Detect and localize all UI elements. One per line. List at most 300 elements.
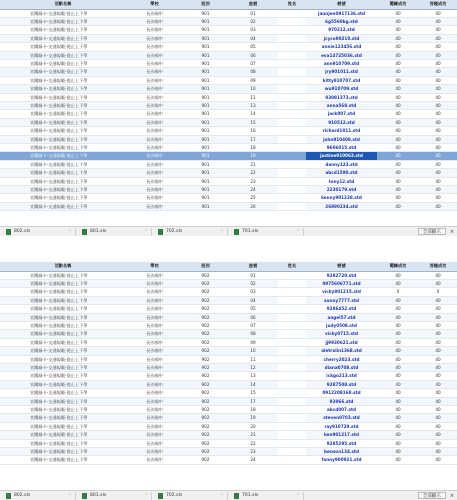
cell-col-seat[interactable]: 07 [228, 59, 278, 67]
table-row[interactable] [0, 389, 457, 397]
table-row[interactable] [0, 194, 457, 202]
cell-col-pass[interactable]: 40 [377, 305, 419, 313]
header-col-name[interactable]: 姓名 [278, 0, 306, 9]
cell-col-account[interactable]: jry901011.std [306, 68, 377, 76]
cell-col-account[interactable]: richard1011.std [306, 127, 377, 135]
cell-col-seat[interactable]: 20 [228, 422, 278, 430]
cell-col-name[interactable] [278, 313, 306, 321]
cell-col-school[interactable]: 長沙國中 [126, 101, 183, 109]
table-row[interactable] [0, 456, 457, 464]
cell-col-activity[interactable]: 宣闖綠卡-交通規範-從止上下學 [0, 288, 126, 296]
cell-col-class[interactable]: 902 [183, 355, 228, 363]
cell-col-seat[interactable]: 05 [228, 43, 278, 51]
table-row[interactable] [0, 271, 457, 279]
cell-col-name[interactable] [278, 51, 306, 59]
cell-col-school[interactable]: 長沙國中 [126, 338, 183, 346]
cell-col-account[interactable]: danny123.std [306, 160, 377, 168]
show-all-button[interactable]: 全部顯示 [418, 228, 446, 235]
table-row[interactable] [0, 34, 457, 42]
table-row[interactable] [0, 279, 457, 287]
cell-col-seat[interactable]: 18 [228, 144, 278, 152]
download-item[interactable] [78, 228, 152, 236]
cell-col-account[interactable]: 9606015.std [306, 144, 377, 152]
cell-col-school[interactable]: 長沙國中 [126, 431, 183, 439]
cell-col-name[interactable] [278, 338, 306, 346]
chevron-up-icon[interactable]: ˄ [297, 493, 299, 498]
cell-col-answer[interactable]: 40 [419, 152, 457, 160]
cell-col-seat[interactable]: 09 [228, 76, 278, 84]
table-row[interactable] [0, 76, 457, 84]
chevron-up-icon[interactable]: ˄ [69, 493, 71, 498]
cell-col-seat[interactable]: 06 [228, 313, 278, 321]
cell-col-activity[interactable]: 宣闖綠卡-交通規範-從止上下學 [0, 355, 126, 363]
cell-col-pass[interactable]: 40 [377, 160, 419, 168]
table-row[interactable] [0, 186, 457, 194]
cell-col-name[interactable] [278, 389, 306, 397]
chevron-up-icon[interactable]: ˄ [221, 229, 223, 234]
table-row[interactable] [0, 144, 457, 152]
cell-col-pass[interactable]: 40 [377, 34, 419, 42]
cell-col-name[interactable] [278, 127, 306, 135]
table-row[interactable] [0, 169, 457, 177]
cell-col-name[interactable] [278, 202, 306, 210]
table-row[interactable] [0, 380, 457, 388]
cell-col-answer[interactable]: 40 [419, 43, 457, 51]
cell-col-account[interactable]: 9285295.std [306, 439, 377, 447]
cell-col-name[interactable] [278, 439, 306, 447]
cell-col-class[interactable]: 901 [183, 152, 228, 160]
cell-col-activity[interactable]: 宣闖綠卡-交通規範-從止上下學 [0, 101, 126, 109]
cell-col-name[interactable] [278, 397, 306, 405]
cell-col-class[interactable]: 902 [183, 305, 228, 313]
cell-col-activity[interactable]: 宣闖綠卡-交通規範-從止上下學 [0, 279, 126, 287]
cell-col-name[interactable] [278, 431, 306, 439]
chevron-up-icon[interactable]: ˄ [69, 229, 71, 234]
cell-col-pass[interactable]: 40 [377, 9, 419, 17]
header-col-activity[interactable]: 活動名稱 [0, 0, 126, 9]
cell-col-seat[interactable]: 12 [228, 363, 278, 371]
cell-col-seat[interactable]: 13 [228, 372, 278, 380]
cell-col-class[interactable]: 901 [183, 68, 228, 76]
close-icon[interactable]: × [449, 228, 454, 235]
cell-col-school[interactable]: 長沙國中 [126, 118, 183, 126]
cell-col-activity[interactable]: 宣闖綠卡-交通規範-從止上下學 [0, 135, 126, 143]
cell-col-class[interactable]: 901 [183, 144, 228, 152]
cell-col-school[interactable]: 長沙國中 [126, 177, 183, 185]
header-col-account[interactable]: 帳號 [306, 262, 377, 271]
cell-col-activity[interactable]: 宣闖綠卡-交通規範-從止上下學 [0, 152, 126, 160]
cell-col-name[interactable] [278, 26, 306, 34]
close-icon[interactable]: × [449, 492, 454, 499]
cell-col-activity[interactable]: 宣闖綠卡-交通規範-從止上下學 [0, 330, 126, 338]
cell-col-answer[interactable]: 40 [419, 321, 457, 329]
header-col-account[interactable]: 帳號 [306, 0, 377, 9]
cell-col-answer[interactable]: 40 [419, 34, 457, 42]
cell-col-answer[interactable]: 40 [419, 296, 457, 304]
cell-col-pass[interactable]: 40 [377, 363, 419, 371]
cell-col-answer[interactable]: 40 [419, 59, 457, 67]
cell-col-activity[interactable]: 宣闖綠卡-交通規範-從止上下學 [0, 127, 126, 135]
cell-col-answer[interactable]: 40 [419, 160, 457, 168]
header-col-pass[interactable]: 闖關成功 [377, 262, 419, 271]
chevron-up-icon[interactable]: ˄ [145, 493, 147, 498]
cell-col-activity[interactable]: 宣闖綠卡-交通規範-從止上下學 [0, 202, 126, 210]
cell-col-answer[interactable]: 40 [419, 186, 457, 194]
cell-col-pass[interactable]: 40 [377, 144, 419, 152]
cell-col-activity[interactable]: 宣闖綠卡-交通規範-從止上下學 [0, 448, 126, 456]
cell-col-activity[interactable]: 宣闖綠卡-交通規範-從止上下學 [0, 431, 126, 439]
cell-col-answer[interactable]: 40 [419, 144, 457, 152]
cell-col-activity[interactable]: 宣闖綠卡-交通規範-從止上下學 [0, 321, 126, 329]
cell-col-seat[interactable]: 14 [228, 110, 278, 118]
table-row[interactable] [0, 26, 457, 34]
cell-col-class[interactable]: 901 [183, 9, 228, 17]
cell-col-name[interactable] [278, 380, 306, 388]
cell-col-seat[interactable]: 21 [228, 160, 278, 168]
cell-col-school[interactable]: 長沙國中 [126, 202, 183, 210]
cell-col-account[interactable]: angel57.std [306, 313, 377, 321]
table-row[interactable] [0, 439, 457, 447]
cell-col-account[interactable]: tony12.std [306, 177, 377, 185]
cell-col-answer[interactable]: 40 [419, 431, 457, 439]
cell-col-class[interactable]: 902 [183, 288, 228, 296]
cell-col-activity[interactable]: 宣闖綠卡-交通規範-從止上下學 [0, 389, 126, 397]
cell-col-activity[interactable]: 宣闖綠卡-交通規範-從止上下學 [0, 34, 126, 42]
header-col-activity[interactable]: 活動名稱 [0, 262, 126, 271]
cell-col-class[interactable]: 901 [183, 51, 228, 59]
cell-col-answer[interactable]: 40 [419, 26, 457, 34]
table-row[interactable] [0, 296, 457, 304]
cell-col-account[interactable]: kenny901228.std [306, 194, 377, 202]
cell-col-answer[interactable]: 40 [419, 110, 457, 118]
cell-col-school[interactable]: 長沙國中 [126, 26, 183, 34]
cell-col-seat[interactable]: 02 [228, 279, 278, 287]
cell-col-answer[interactable]: 40 [419, 194, 457, 202]
cell-col-class[interactable]: 902 [183, 296, 228, 304]
cell-col-school[interactable]: 長沙國中 [126, 271, 183, 279]
table-row[interactable] [0, 363, 457, 371]
table-row[interactable] [0, 177, 457, 185]
cell-col-school[interactable]: 長沙國中 [126, 68, 183, 76]
cell-col-account[interactable]: steven0703.std [306, 414, 377, 422]
cell-col-account[interactable]: 910512.std [306, 118, 377, 126]
cell-col-activity[interactable]: 宣闖綠卡-交通規範-從止上下學 [0, 456, 126, 464]
table-row[interactable] [0, 160, 457, 168]
cell-col-pass[interactable]: 40 [377, 355, 419, 363]
table-row[interactable] [0, 59, 457, 67]
cell-col-seat[interactable]: 15 [228, 389, 278, 397]
cell-col-activity[interactable]: 宣闖綠卡-交通規範-從止上下學 [0, 347, 126, 355]
cell-col-seat[interactable]: 08 [228, 68, 278, 76]
table-row[interactable] [0, 338, 457, 346]
cell-col-account[interactable]: 0912208168.std [306, 389, 377, 397]
cell-col-activity[interactable]: 宣闖綠卡-交通規範-從止上下學 [0, 169, 126, 177]
table-row[interactable] [0, 43, 457, 51]
cell-col-name[interactable] [278, 186, 306, 194]
cell-col-account[interactable]: abcd1590.std [306, 169, 377, 177]
cell-col-school[interactable]: 長沙國中 [126, 363, 183, 371]
cell-col-seat[interactable]: 22 [228, 439, 278, 447]
cell-col-class[interactable]: 901 [183, 110, 228, 118]
cell-col-account[interactable]: vicky901215.std [306, 288, 377, 296]
cell-col-pass[interactable]: 0 [377, 288, 419, 296]
cell-col-seat[interactable]: 04 [228, 296, 278, 304]
table-row[interactable] [0, 347, 457, 355]
cell-col-name[interactable] [278, 363, 306, 371]
header-col-name[interactable]: 姓名 [278, 262, 306, 271]
cell-col-activity[interactable]: 宣闖綠卡-交通規範-從止上下學 [0, 51, 126, 59]
cell-col-class[interactable]: 902 [183, 321, 228, 329]
cell-col-activity[interactable]: 宣闖綠卡-交通規範-從止上下學 [0, 305, 126, 313]
cell-col-answer[interactable]: 40 [419, 363, 457, 371]
cell-col-seat[interactable]: 21 [228, 431, 278, 439]
cell-col-answer[interactable]: 40 [419, 406, 457, 414]
cell-col-answer[interactable]: 40 [419, 93, 457, 101]
cell-col-class[interactable]: 901 [183, 93, 228, 101]
cell-col-answer[interactable]: 40 [419, 456, 457, 464]
cell-col-name[interactable] [278, 448, 306, 456]
cell-col-seat[interactable]: 11 [228, 93, 278, 101]
table-row[interactable] [0, 431, 457, 439]
cell-col-seat[interactable]: 10 [228, 347, 278, 355]
cell-col-pass[interactable]: 40 [377, 313, 419, 321]
download-item[interactable] [154, 492, 228, 500]
cell-col-name[interactable] [278, 43, 306, 51]
cell-col-pass[interactable]: 40 [377, 85, 419, 93]
cell-col-seat[interactable]: 08 [228, 330, 278, 338]
cell-col-class[interactable]: 901 [183, 34, 228, 42]
cell-col-class[interactable]: 902 [183, 330, 228, 338]
cell-col-account[interactable]: 2230179.std [306, 186, 377, 194]
cell-col-name[interactable] [278, 372, 306, 380]
cell-col-name[interactable] [278, 347, 306, 355]
cell-col-name[interactable] [278, 456, 306, 464]
cell-col-seat[interactable]: 18 [228, 406, 278, 414]
chevron-up-icon[interactable]: ˄ [297, 229, 299, 234]
cell-col-school[interactable]: 長沙國中 [126, 279, 183, 287]
cell-col-name[interactable] [278, 279, 306, 287]
cell-col-school[interactable]: 長沙國中 [126, 160, 183, 168]
cell-col-name[interactable] [278, 76, 306, 84]
cell-col-name[interactable] [278, 321, 306, 329]
cell-col-answer[interactable]: 40 [419, 85, 457, 93]
cell-col-class[interactable]: 902 [183, 313, 228, 321]
cell-col-pass[interactable]: 40 [377, 271, 419, 279]
chevron-up-icon[interactable]: ˄ [221, 493, 223, 498]
cell-col-activity[interactable]: 宣闖綠卡-交通規範-從止上下學 [0, 68, 126, 76]
cell-col-name[interactable] [278, 355, 306, 363]
cell-col-seat[interactable]: 04 [228, 34, 278, 42]
cell-col-seat[interactable]: 17 [228, 135, 278, 143]
cell-col-pass[interactable]: 40 [377, 279, 419, 287]
cell-col-account[interactable]: kitty910707.std [306, 76, 377, 84]
cell-col-account[interactable]: ickgo213.std [306, 372, 377, 380]
table-row[interactable] [0, 202, 457, 210]
cell-col-pass[interactable]: 40 [377, 152, 419, 160]
cell-col-pass[interactable]: 40 [377, 431, 419, 439]
cell-col-name[interactable] [278, 422, 306, 430]
cell-col-pass[interactable]: 40 [377, 406, 419, 414]
cell-col-answer[interactable]: 0 [419, 288, 457, 296]
cell-col-class[interactable]: 901 [183, 169, 228, 177]
table-row[interactable] [0, 355, 457, 363]
cell-col-class[interactable]: 902 [183, 389, 228, 397]
header-col-answer[interactable]: 答題成功 [419, 262, 457, 271]
header-col-seat[interactable]: 座號 [228, 262, 278, 271]
cell-col-pass[interactable]: 40 [377, 321, 419, 329]
table-row[interactable] [0, 414, 457, 422]
table-row[interactable] [0, 330, 457, 338]
cell-col-seat[interactable]: 03 [228, 288, 278, 296]
cell-col-class[interactable]: 902 [183, 380, 228, 388]
cell-col-activity[interactable]: 宣闖綠卡-交通規範-從止上下學 [0, 372, 126, 380]
cell-col-answer[interactable]: 40 [419, 17, 457, 25]
cell-col-school[interactable]: 長沙國中 [126, 152, 183, 160]
cell-col-seat[interactable]: 25 [228, 194, 278, 202]
cell-col-activity[interactable]: 宣闖綠卡-交通規範-從止上下學 [0, 414, 126, 422]
cell-col-school[interactable]: 長沙國中 [126, 305, 183, 313]
header-col-class[interactable]: 班別 [183, 262, 228, 271]
cell-col-account[interactable]: abcd007.std [306, 406, 377, 414]
cell-col-pass[interactable]: 40 [377, 169, 419, 177]
cell-col-answer[interactable]: 40 [419, 389, 457, 397]
cell-col-activity[interactable]: 宣闖綠卡-交通規範-從止上下學 [0, 397, 126, 405]
cell-col-seat[interactable]: 22 [228, 169, 278, 177]
cell-col-activity[interactable]: 宣闖綠卡-交通規範-從止上下學 [0, 43, 126, 51]
table-row[interactable] [0, 68, 457, 76]
cell-col-answer[interactable]: 40 [419, 169, 457, 177]
cell-col-seat[interactable]: 11 [228, 355, 278, 363]
cell-col-activity[interactable]: 宣闖綠卡-交通規範-從止上下學 [0, 313, 126, 321]
header-col-seat[interactable]: 座號 [228, 0, 278, 9]
cell-col-activity[interactable]: 宣闖綠卡-交通規範-從止上下學 [0, 338, 126, 346]
cell-col-seat[interactable]: 14 [228, 380, 278, 388]
cell-col-seat[interactable]: 23 [228, 448, 278, 456]
cell-col-answer[interactable]: 40 [419, 397, 457, 405]
cell-col-account[interactable]: fanny900921.std [306, 456, 377, 464]
cell-col-seat[interactable]: 06 [228, 51, 278, 59]
cell-col-class[interactable]: 902 [183, 271, 228, 279]
cell-col-answer[interactable]: 40 [419, 177, 457, 185]
cell-col-name[interactable] [278, 414, 306, 422]
cell-col-class[interactable]: 902 [183, 431, 228, 439]
cell-col-answer[interactable]: 40 [419, 51, 457, 59]
cell-col-seat[interactable]: 17 [228, 397, 278, 405]
cell-col-name[interactable] [278, 169, 306, 177]
cell-col-pass[interactable]: 40 [377, 186, 419, 194]
cell-col-school[interactable]: 長沙國中 [126, 389, 183, 397]
cell-col-seat[interactable]: 09 [228, 338, 278, 346]
table-row[interactable] [0, 51, 457, 59]
cell-col-class[interactable]: 902 [183, 406, 228, 414]
cell-col-pass[interactable]: 40 [377, 51, 419, 59]
cell-col-seat[interactable]: 15 [228, 118, 278, 126]
cell-col-activity[interactable]: 宣闖綠卡-交通規範-從止上下學 [0, 439, 126, 447]
cell-col-answer[interactable]: 40 [419, 347, 457, 355]
cell-col-pass[interactable]: 40 [377, 380, 419, 388]
cell-col-seat[interactable]: 07 [228, 321, 278, 329]
cell-col-seat[interactable]: 19 [228, 152, 278, 160]
cell-col-name[interactable] [278, 85, 306, 93]
cell-col-answer[interactable]: 40 [419, 9, 457, 17]
cell-col-pass[interactable]: 40 [377, 59, 419, 67]
cell-col-answer[interactable]: 40 [419, 380, 457, 388]
cell-col-name[interactable] [278, 101, 306, 109]
cell-col-pass[interactable]: 40 [377, 68, 419, 76]
cell-col-class[interactable]: 901 [183, 135, 228, 143]
cell-col-school[interactable]: 長沙國中 [126, 194, 183, 202]
cell-col-seat[interactable]: 01 [228, 9, 278, 17]
cell-col-activity[interactable]: 宣闖綠卡-交通規範-從止上下學 [0, 271, 126, 279]
cell-col-school[interactable]: 長沙國中 [126, 34, 183, 42]
table-row[interactable] [0, 372, 457, 380]
cell-col-school[interactable]: 長沙國中 [126, 414, 183, 422]
cell-col-name[interactable] [278, 152, 306, 160]
cell-col-seat[interactable]: 24 [228, 456, 278, 464]
cell-col-answer[interactable]: 40 [419, 127, 457, 135]
cell-col-class[interactable]: 902 [183, 347, 228, 355]
cell-col-answer[interactable]: 40 [419, 68, 457, 76]
cell-col-activity[interactable]: 宣闖綠卡-交通規範-從止上下學 [0, 59, 126, 67]
cell-col-account[interactable]: jj9930621.std [306, 338, 377, 346]
table-row[interactable] [0, 93, 457, 101]
cell-col-school[interactable]: 長沙國中 [126, 406, 183, 414]
table-row[interactable] [0, 397, 457, 405]
cell-col-account[interactable]: 0975606771.std [306, 279, 377, 287]
download-item[interactable] [2, 492, 76, 500]
cell-col-class[interactable]: 902 [183, 456, 228, 464]
cell-col-class[interactable]: 902 [183, 439, 228, 447]
cell-col-class[interactable]: 902 [183, 279, 228, 287]
download-item[interactable] [78, 492, 152, 500]
cell-col-school[interactable]: 長沙國中 [126, 17, 183, 25]
table-row[interactable] [0, 101, 457, 109]
cell-col-name[interactable] [278, 59, 306, 67]
cell-col-name[interactable] [278, 177, 306, 185]
cell-col-name[interactable] [278, 194, 306, 202]
cell-col-school[interactable]: 長沙國中 [126, 397, 183, 405]
table-row[interactable] [0, 422, 457, 430]
header-col-school[interactable]: 學校 [126, 262, 183, 271]
cell-col-school[interactable]: 長沙國中 [126, 313, 183, 321]
cell-col-activity[interactable]: 宣闖綠卡-交通規範-從止上下學 [0, 76, 126, 84]
cell-col-seat[interactable]: 10 [228, 85, 278, 93]
cell-col-answer[interactable]: 40 [419, 330, 457, 338]
cell-col-pass[interactable]: 40 [377, 439, 419, 447]
cell-col-pass[interactable]: 40 [377, 26, 419, 34]
table-row[interactable] [0, 118, 457, 126]
table-row[interactable] [0, 448, 457, 456]
cell-col-class[interactable]: 901 [183, 186, 228, 194]
cell-col-account[interactable]: 9282720.std [306, 271, 377, 279]
cell-col-class[interactable]: 901 [183, 17, 228, 25]
cell-col-answer[interactable]: 40 [419, 271, 457, 279]
cell-col-name[interactable] [278, 9, 306, 17]
cell-col-class[interactable]: 901 [183, 101, 228, 109]
cell-col-account[interactable]: cherry2023.std [306, 355, 377, 363]
cell-col-school[interactable]: 長沙國中 [126, 135, 183, 143]
table-row[interactable] [0, 127, 457, 135]
cell-col-class[interactable]: 901 [183, 202, 228, 210]
cell-col-account[interactable]: ray910729.std [306, 422, 377, 430]
cell-col-name[interactable] [278, 288, 306, 296]
cell-col-class[interactable]: 902 [183, 448, 228, 456]
cell-col-activity[interactable]: 宣闖綠卡-交通規範-從止上下學 [0, 118, 126, 126]
cell-col-school[interactable]: 長沙國中 [126, 330, 183, 338]
cell-col-name[interactable] [278, 330, 306, 338]
cell-col-pass[interactable]: 40 [377, 17, 419, 25]
cell-col-answer[interactable]: 40 [419, 414, 457, 422]
